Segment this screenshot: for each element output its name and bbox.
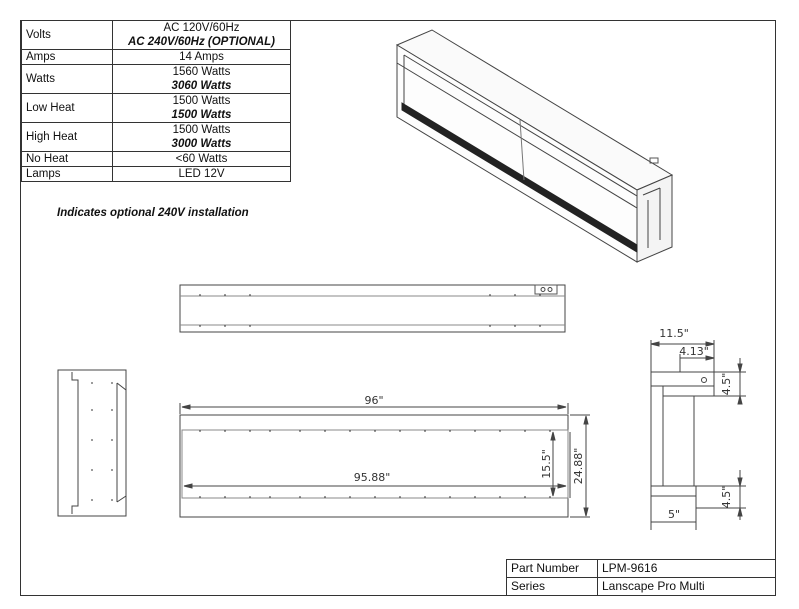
front-mount-dot — [499, 496, 501, 498]
side-mount-dot — [111, 469, 113, 471]
front-mount-dot — [269, 496, 271, 498]
side-mount-dot — [91, 382, 93, 384]
front-mount-dot — [199, 496, 201, 498]
spec-value: 1500 Watts — [172, 124, 231, 136]
dim-overall-height: 24.88" — [572, 447, 585, 485]
front-mount-dot — [449, 430, 451, 432]
front-mount-dot — [549, 430, 551, 432]
dim-top-offset: 4.5" — [720, 372, 733, 396]
top-mount-dot — [199, 294, 201, 296]
top-mount-dot — [489, 325, 491, 327]
spec-value: 1500 Watts — [172, 95, 231, 107]
part-number-label: Part Number — [507, 560, 598, 578]
top-mount-dot — [539, 294, 541, 296]
front-mount-dot — [449, 496, 451, 498]
isometric-view — [397, 30, 672, 262]
front-mount-dot — [199, 430, 201, 432]
spec-value: <60 Watts — [175, 153, 228, 165]
front-mount-dot — [324, 496, 326, 498]
dim-depth: 11.5" — [659, 327, 689, 340]
side-mount-dot — [91, 439, 93, 441]
spec-optional-value: 3000 Watts — [171, 138, 232, 150]
front-mount-dot — [424, 430, 426, 432]
top-mount-dot — [224, 325, 226, 327]
spec-value: 14 Amps — [179, 51, 224, 63]
front-mount-dot — [474, 430, 476, 432]
side-mount-dot — [111, 499, 113, 501]
front-mount-dot — [224, 430, 226, 432]
top-mount-dot — [539, 325, 541, 327]
top-mount-dot — [489, 294, 491, 296]
front-mount-dot — [224, 496, 226, 498]
front-mount-dot — [349, 496, 351, 498]
top-mount-dot — [249, 325, 251, 327]
title-block — [506, 559, 776, 596]
top-mount-dot — [249, 294, 251, 296]
dim-opening-height: 15.5" — [540, 449, 553, 479]
top-view — [180, 285, 565, 332]
front-view — [180, 403, 590, 517]
front-mount-dot — [349, 430, 351, 432]
side-mount-dot — [111, 409, 113, 411]
front-mount-dot — [249, 430, 251, 432]
series-value: Lanscape Pro Multi — [598, 578, 776, 596]
front-mount-dot — [499, 430, 501, 432]
front-mount-dot — [299, 496, 301, 498]
top-mount-dot — [199, 325, 201, 327]
spec-label: Lamps — [22, 167, 113, 182]
optional-install-note: Indicates optional 240V installation — [57, 207, 249, 219]
front-mount-dot — [424, 496, 426, 498]
side-view — [58, 370, 126, 516]
dim-bottom-offset: 4.5" — [720, 485, 733, 509]
front-mount-dot — [249, 496, 251, 498]
front-mount-dot — [299, 430, 301, 432]
spec-value: 1560 Watts — [172, 66, 231, 78]
spec-label: Low Heat — [22, 94, 113, 123]
front-mount-dot — [374, 496, 376, 498]
front-mount-dot — [524, 496, 526, 498]
dim-inner-width: 95.88" — [353, 471, 391, 484]
dim-overall-width: 96" — [364, 394, 384, 407]
front-mount-dot — [524, 430, 526, 432]
front-mount-dot — [549, 496, 551, 498]
spec-optional-value: AC 240V/60Hz (OPTIONAL) — [128, 36, 275, 48]
spec-optional-value: 3060 Watts — [171, 80, 232, 92]
part-number-value: LPM-9616 — [598, 560, 776, 578]
spec-value: AC 120V/60Hz — [163, 22, 240, 34]
front-mount-dot — [399, 430, 401, 432]
side-mount-dot — [91, 499, 93, 501]
top-mount-dot — [514, 294, 516, 296]
front-mount-dot — [324, 430, 326, 432]
spec-label: No Heat — [22, 152, 113, 167]
side-mount-dot — [91, 469, 93, 471]
dim-bottom-depth: 5" — [667, 508, 681, 521]
front-mount-dot — [269, 430, 271, 432]
front-mount-dot — [374, 430, 376, 432]
front-mount-dot — [399, 496, 401, 498]
series-label: Series — [507, 578, 598, 596]
spec-optional-value: 1500 Watts — [171, 109, 232, 121]
spec-label: Amps — [22, 50, 113, 65]
spec-label: Watts — [22, 65, 113, 94]
top-mount-dot — [224, 294, 226, 296]
spec-label: Volts — [22, 21, 113, 50]
side-mount-dot — [111, 382, 113, 384]
spec-label: High Heat — [22, 123, 113, 152]
front-mount-dot — [474, 496, 476, 498]
top-mount-dot — [514, 325, 516, 327]
side-mount-dot — [111, 439, 113, 441]
side-mount-dot — [91, 409, 93, 411]
spec-value: LED 12V — [178, 168, 225, 180]
dim-inner-depth: 4.13" — [679, 345, 709, 358]
